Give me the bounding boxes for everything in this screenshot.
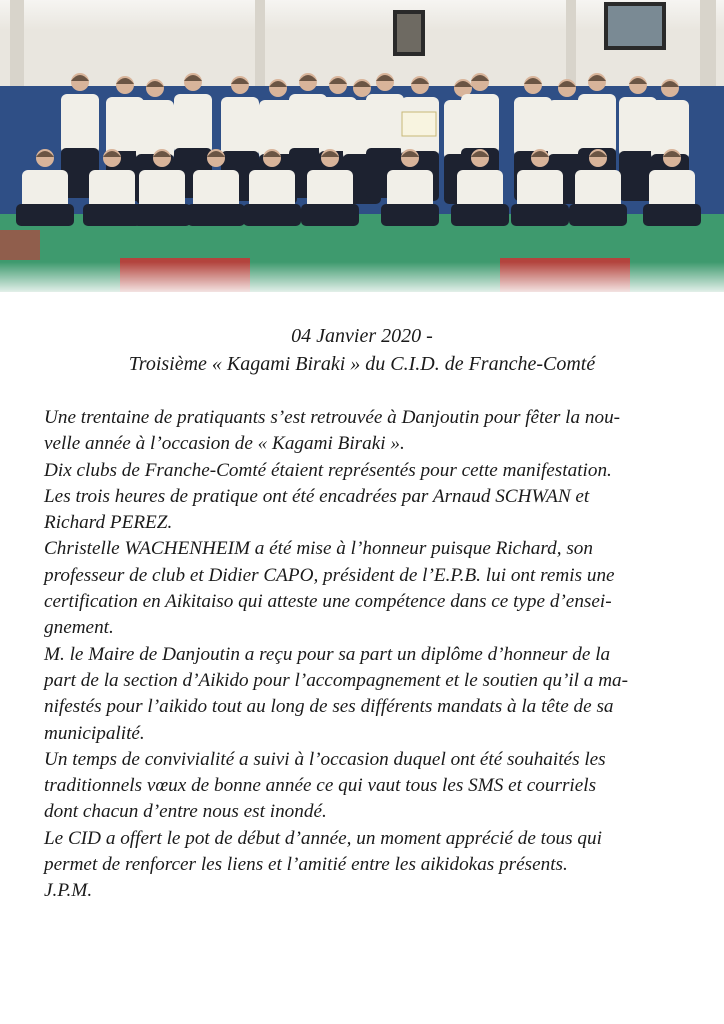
body-line: Une trentaine de pratiquants s’est retrouvée à Danjoutin pour fêter la nou-	[44, 407, 621, 428]
body-line: Un temps de convivialité a suivi à l’occasion duquel ont été souhaités les	[44, 748, 606, 770]
body-line: gnement.	[44, 617, 114, 639]
body-line: dont chacun d’entre nous est inondé.	[44, 801, 327, 823]
body-line: professeur de club et Didier CAPO, président de l’E.P.B. lui ont remis une	[44, 564, 615, 586]
body-line: Le CID a offert le pot de début d’année, un moment apprécié de tous qui	[44, 827, 602, 849]
body-line: traditionnels vœux de bonne année ce qui vaut tous les SMS et courriels	[44, 775, 597, 797]
body-line: M. le Maire de Danjoutin a reçu pour sa part un diplôme d’honneur de la	[44, 643, 611, 665]
body-line: permet de renforcer les liens et l’amitié entre les aikidokas présents.	[44, 854, 568, 876]
body-line: Richard PEREZ.	[44, 512, 173, 534]
body-line: part de la section d’Aikido pour l’accompagnement et le soutien qu’il a ma-	[44, 669, 629, 691]
body-line: nifestés pour l’aikido tout au long de ses différents mandats à la tête de sa	[44, 696, 614, 718]
body-line: Dix clubs de Franche-Comté étaient représentés pour cette manifestation.	[44, 459, 612, 481]
group-photo-icon	[0, 0, 724, 292]
body-line: velle année à l’occasion de « Kagami Biraki ».	[44, 433, 405, 455]
body-line: Les trois heures de pratique ont été encadrées par Arnaud SCHWAN et	[44, 485, 590, 507]
body-line: J.P.M.	[44, 880, 93, 902]
title-event-line: Troisième « Kagami Biraki » du C.I.D. de Franche-Comté	[128, 353, 596, 375]
group-photo	[0, 0, 724, 292]
title-date-line: 04 Janvier 2020 -	[291, 325, 433, 347]
article-title	[0, 322, 724, 378]
body-line: certification en Aikitaiso qui atteste une compétence dans ce type d’ensei-	[44, 591, 612, 613]
body-line: Christelle WACHENHEIM a été mise à l’honneur puisque Richard, son	[44, 538, 593, 560]
article-body	[44, 405, 684, 905]
body-line: municipalité.	[44, 722, 145, 744]
